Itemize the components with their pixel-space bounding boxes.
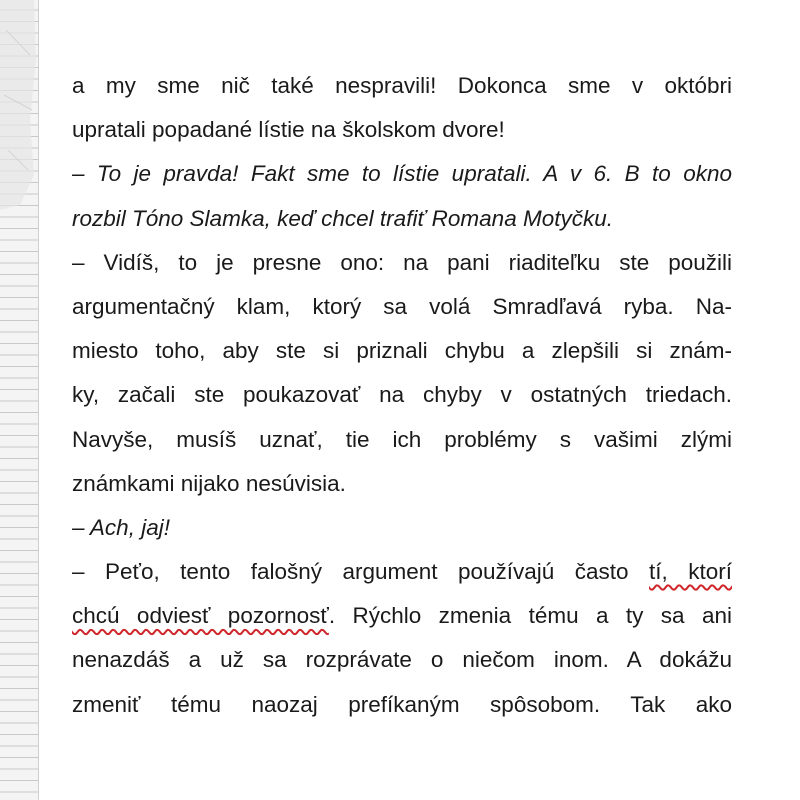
spellcheck-marked-text: tí, ktorí: [649, 559, 732, 585]
text-line: nenazdáš a už sa rozprávate o niečom inom. A dokážu: [72, 647, 732, 673]
dialogue-line: – Vidíš, to je presne ono: na pani riaditeľku ste použili: [72, 249, 732, 275]
text-line: upratali popadané lístie na školskom dvore!: [72, 117, 505, 143]
notebook-binder-edge: [0, 0, 39, 800]
text-segment: – Peťo, tento falošný argument používajú často: [72, 559, 650, 585]
text-line: [72, 594, 732, 638]
dialogue-line: [72, 550, 732, 594]
text-line: Navyše, musíš uznať, tie ich problémy s vašimi zlými: [72, 426, 732, 452]
text-line: známkami nijako nesúvisia.: [72, 470, 346, 496]
binder-lines-graphic: [0, 0, 38, 800]
text-segment: . Rýchlo zmenia tému a ty sa ani: [328, 603, 732, 629]
text-line: a my sme nič také nespravili! Dokonca sme v októbri: [72, 73, 732, 98]
dialogue-line: – To je pravda! Fakt sme to lístie upratali. A v 6. B to okno: [72, 161, 732, 187]
text-line: argumentačný klam, ktorý sa volá Smradľavá ryba. Na-: [72, 293, 732, 319]
text-line: miesto toho, aby ste si priznali chybu a zlepšili si znám-: [72, 338, 732, 364]
spellcheck-marked-text: chcú odviesť pozornosť: [72, 603, 329, 629]
text-line: ky, začali ste poukazovať na chyby v ostatných triedach.: [72, 382, 732, 408]
book-page-text: [72, 64, 732, 727]
dialogue-line: rozbil Tóno Slamka, keď chcel trafiť Romana Motyčku.: [72, 205, 613, 231]
dialogue-line: – Ach, jaj!: [72, 514, 170, 540]
text-line: zmeniť tému naozaj prefíkaným spôsobom. Tak ako: [72, 691, 732, 717]
